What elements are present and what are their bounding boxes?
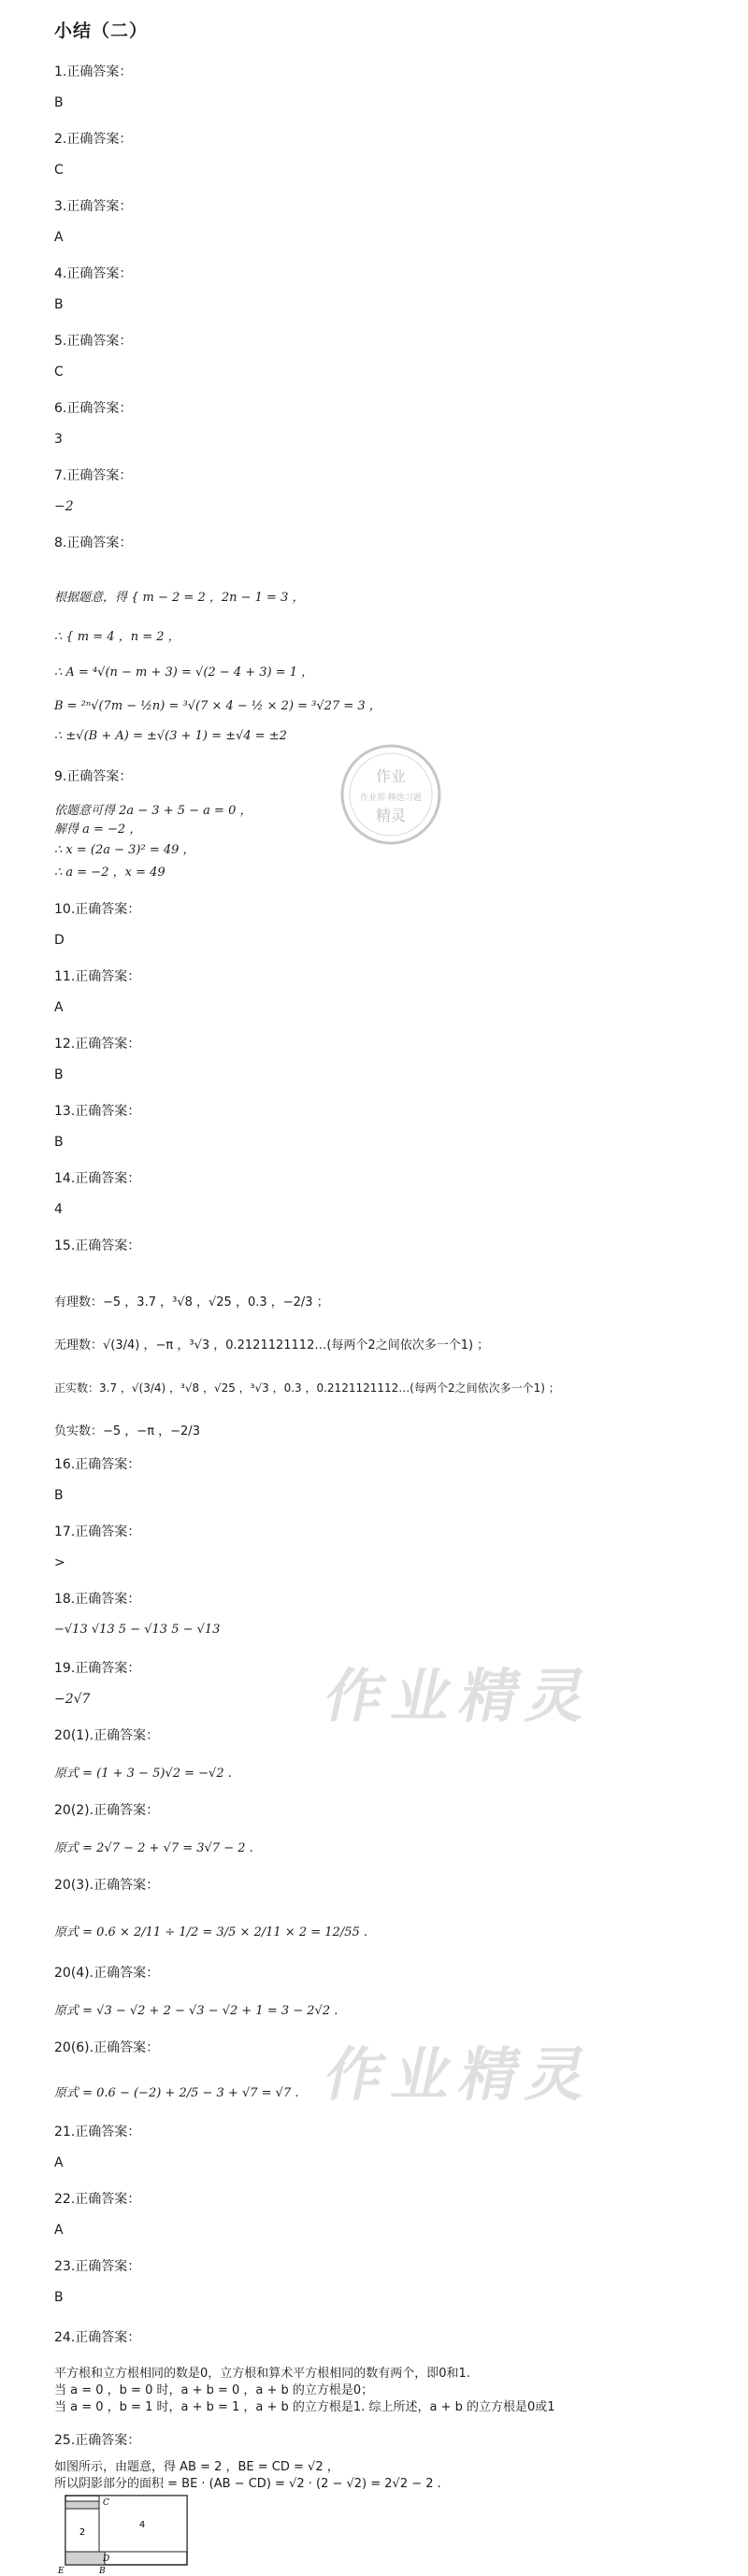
question-23-label: 23.正确答案： — [54, 2259, 141, 2274]
question-25-line-2: 所以阴影部分的面积 = BE · (AB − CD) = √2 · (2 − √2) = 2√2 − 2 . — [54, 2477, 441, 2491]
question-15-line-3: 正实数：3.7 ，√(3/4) ，³√8 ，√25 ，³√3 ，0.3 ，0.2121121112…(每两个2之间依次多一个1) ； — [54, 1381, 560, 1395]
question-15-label: 15.正确答案： — [54, 1238, 141, 1253]
question-20-2-label: 20(2).正确答案： — [54, 1803, 160, 1818]
watermark-large-1: 作业精灵 — [319, 1662, 603, 1730]
question-13-answer: B — [54, 1135, 64, 1150]
question-23-answer: B — [54, 2290, 64, 2305]
question-7-answer: −2 — [54, 499, 74, 514]
question-6-label: 6.正确答案： — [54, 401, 133, 416]
question-16-label: 16.正确答案： — [54, 1457, 141, 1472]
question-20-3-label: 20(3).正确答案： — [54, 1878, 160, 1893]
question-21-answer: A — [54, 2155, 64, 2170]
question-19-label: 19.正确答案： — [54, 1661, 141, 1676]
question-11-answer: A — [54, 1000, 64, 1015]
figure-label-b: B — [99, 2567, 106, 2574]
question-21-label: 21.正确答案： — [54, 2125, 141, 2140]
question-25-line-1: 如图所示，由题意，得 AB = 2 ，BE = CD = √2 ， — [54, 2460, 339, 2474]
question-18-label: 18.正确答案： — [54, 1592, 141, 1607]
question-9-line-1: 依题意可得 2a − 3 + 5 − a = 0 ， — [54, 804, 252, 818]
question-3-answer: A — [54, 230, 64, 245]
question-8-line-5: ∴ ±√(B + A) = ±√(3 + 1) = ±√4 = ±2 — [54, 729, 287, 743]
question-24-line-3: 当 a = 0 ，b = 1 时，a + b = 1 ，a + b 的立方根是1. 综上所述，a + b 的立方根是0或1 — [54, 2400, 555, 2414]
watermark-stamp-bottom: 精灵 — [375, 807, 407, 824]
question-20-6-answer: 原式 = 0.6 − (−2) + 2/5 − 3 + √7 = √7 . — [54, 2086, 299, 2100]
question-5-label: 5.正确答案： — [54, 334, 133, 349]
question-11-label: 11.正确答案： — [54, 969, 141, 984]
question-8-line-4: B = ²ⁿ√(7m − ½n) = ³√(7 × 4 − ½ × 2) = ³√27 = 3 ， — [54, 699, 381, 713]
figure-value-right: 4 — [138, 2520, 146, 2530]
question-14-label: 14.正确答案： — [54, 1171, 141, 1186]
watermark-stamp — [335, 738, 447, 851]
question-3-label: 3.正确答案： — [54, 199, 133, 214]
figure-label-c: C — [103, 2498, 109, 2508]
question-20-6-label: 20(6).正确答案： — [54, 2040, 160, 2055]
question-20-4-answer: 原式 = √3 − √2 + 2 − √3 − √2 + 1 = 3 − 2√2 . — [54, 2004, 338, 2018]
question-9-line-2: 解得 a = −2 ， — [54, 823, 142, 837]
question-9-line-3: ∴ x = (2a − 3)² = 49 ， — [54, 843, 195, 857]
question-8-line-2: ∴ { m = 4 ，n = 2 ， — [54, 630, 180, 644]
figure-label-e: E — [58, 2567, 65, 2574]
question-2-label: 2.正确答案： — [54, 132, 133, 147]
question-7-label: 7.正确答案： — [54, 468, 133, 483]
question-2-answer: C — [54, 163, 64, 178]
figure-label-d: D — [103, 2555, 110, 2564]
question-20-4-label: 20(4).正确答案： — [54, 1966, 160, 1981]
question-1-label: 1.正确答案： — [54, 64, 133, 79]
watermark-stamp-mid: 作业帮·精选习题 — [360, 794, 422, 803]
question-15-line-4: 负实数：−5 ，−π ，−2/3 — [54, 1424, 200, 1438]
figure-value-left: 2 — [79, 2527, 86, 2538]
question-17-label: 17.正确答案： — [54, 1524, 141, 1539]
question-15-line-1: 有理数：−5 ，3.7 ，³√8 ，√25 ，0.3 ，−2/3 ； — [54, 1295, 329, 1309]
question-24-line-1: 平方根和立方根相同的数是0，立方根和算术平方根相同的数有两个，即0和1. — [54, 2367, 470, 2381]
question-14-answer: 4 — [54, 1202, 63, 1217]
question-8-line-3: ∴ A = ⁴√(n − m + 3) = √(2 − 4 + 3) = 1 ， — [54, 665, 314, 680]
question-12-answer: B — [54, 1067, 64, 1082]
question-8-label: 8.正确答案： — [54, 536, 133, 551]
question-25-label: 25.正确答案： — [54, 2433, 141, 2448]
question-24-label: 24.正确答案： — [54, 2330, 141, 2345]
question-9-label: 9.正确答案： — [54, 769, 133, 784]
question-22-answer: A — [54, 2223, 64, 2238]
question-12-label: 12.正确答案： — [54, 1037, 141, 1052]
page-title: 小结（二） — [54, 21, 149, 41]
question-25-figure — [58, 2490, 198, 2574]
question-20-1-answer: 原式 = (1 + 3 − 5)√2 = −√2 . — [54, 1767, 232, 1781]
question-16-answer: B — [54, 1488, 64, 1503]
question-20-1-label: 20(1).正确答案： — [54, 1728, 160, 1743]
question-1-answer: B — [54, 95, 64, 110]
question-8-line-1: 根据题意，得 { m − 2 = 2 ，2n − 1 = 3 ， — [54, 591, 305, 605]
question-13-label: 13.正确答案： — [54, 1104, 141, 1119]
watermark-large-2: 作业精灵 — [319, 2040, 603, 2109]
question-10-label: 10.正确答案： — [54, 902, 141, 917]
question-10-answer: D — [54, 933, 65, 948]
question-4-answer: B — [54, 297, 64, 312]
watermark-stamp-top: 作业 — [375, 767, 407, 785]
question-18-answer: −√13 √13 5 − √13 5 − √13 — [54, 1623, 221, 1637]
question-20-3-answer: 原式 = 0.6 × 2/11 ÷ 1/2 = 3/5 × 2/11 × 2 = 12/55 . — [54, 1925, 368, 1939]
question-22-label: 22.正确答案： — [54, 2192, 141, 2207]
question-6-answer: 3 — [54, 432, 63, 447]
question-20-2-answer: 原式 = 2√7 − 2 + √7 = 3√7 − 2 . — [54, 1841, 253, 1855]
question-15-line-2: 无理数：√(3/4) ，−π ，³√3 ，0.2121121112…(每两个2之间依次多一个1) ； — [54, 1338, 490, 1352]
question-4-label: 4.正确答案： — [54, 266, 133, 281]
question-5-answer: C — [54, 365, 64, 379]
question-19-answer: −2√7 — [54, 1692, 91, 1707]
question-9-line-4: ∴ a = −2 ，x = 49 — [54, 866, 165, 880]
question-17-answer: > — [54, 1555, 65, 1570]
question-24-line-2: 当 a = 0 ，b = 0 时，a + b = 0 ，a + b 的立方根是0； — [54, 2383, 374, 2397]
